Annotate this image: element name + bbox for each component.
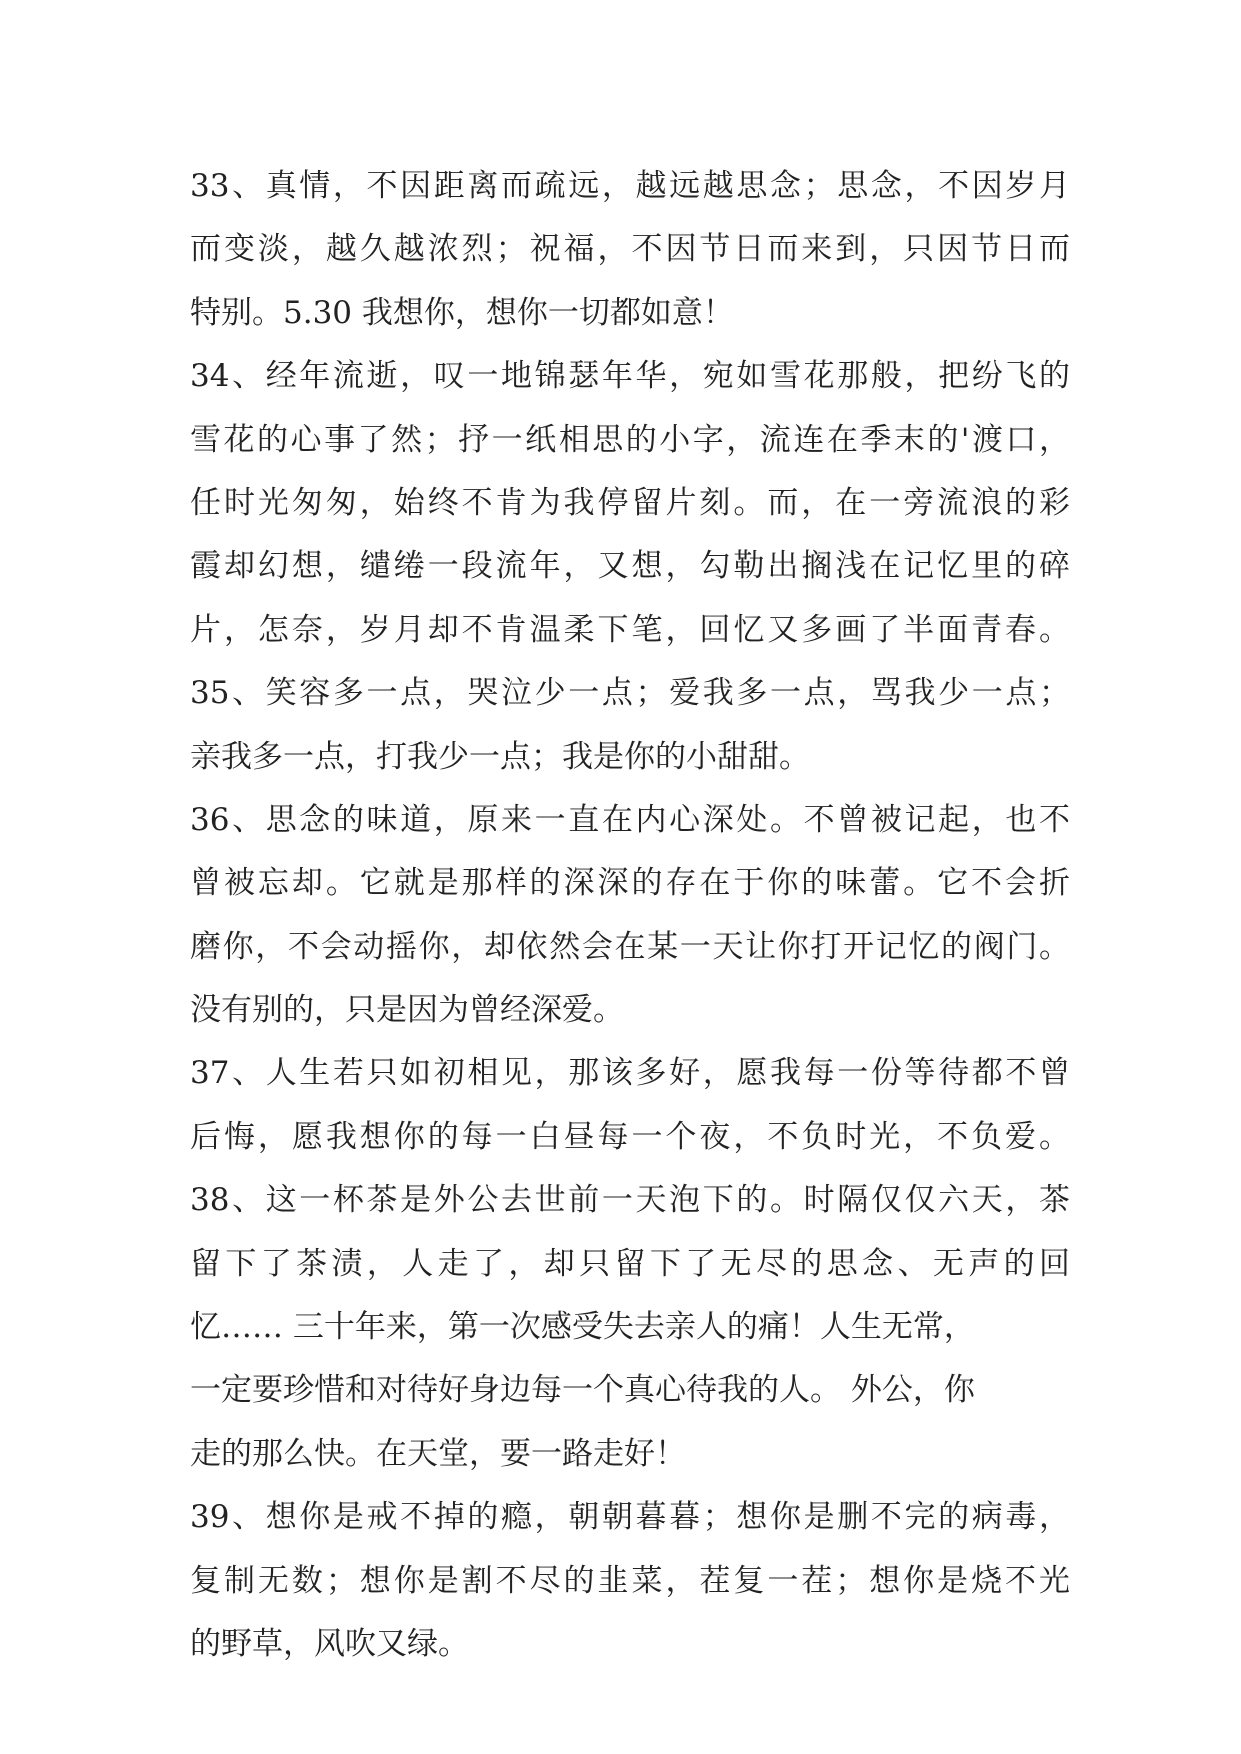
text-line: 留下了茶渍，人走了，却只留下了无尽的思念、无声的回 — [190, 1245, 1070, 1282]
text-line: 片，怎奈，岁月却不肯温柔下笔，回忆又多画了半面青春。 — [190, 611, 1070, 648]
text-line: 没有别的，只是因为曾经深爱。 — [190, 992, 624, 1029]
text-line: 37、人生若只如初相见，那该多好，愿我每一份等待都不曾 — [190, 1055, 1070, 1092]
text-line: 一定要珍惜和对待好身边每一个真心待我的人。 外公，你 — [190, 1372, 975, 1409]
text-line: 39、想你是戒不掉的瘾，朝朝暮暮；想你是删不完的病毒， — [190, 1499, 1070, 1536]
text-line: 而变淡，越久越浓烈；祝福，不因节日而来到，只因节日而 — [190, 231, 1070, 268]
text-line: 霞却幻想，缱绻一段流年，又想，勾勒出搁浅在记忆里的碎 — [190, 548, 1070, 585]
text-line: 36、思念的味道，原来一直在内心深处。不曾被记起，也不 — [190, 801, 1070, 838]
text-line: 后悔，愿我想你的每一白昼每一个夜，不负时光，不负爱。 — [190, 1118, 1070, 1155]
text-line: 磨你，不会动摇你，却依然会在某一天让你打开记忆的阀门。 — [190, 928, 1070, 965]
text-line: 33、真情，不因距离而疏远，越远越思念；思念，不因岁月 — [190, 168, 1070, 204]
text-line: 任时光匆匆，始终不肯为我停留片刻。而，在一旁流浪的彩 — [190, 484, 1070, 521]
text-line: 曾被忘却。它就是那样的深深的存在于你的味蕾。它不会折 — [190, 865, 1070, 902]
text-line: 雪花的心事了然；抒一纸相思的小字，流连在季末的'渡口， — [190, 421, 1070, 458]
document-body — [190, 155, 1070, 1676]
text-line: 复制无数；想你是割不尽的韭菜，茬复一茬；想你是烧不光 — [190, 1562, 1070, 1599]
text-line: 忆…… 三十年来，第一次感受失去亲人的痛！人生无常， — [190, 1309, 975, 1346]
text-line: 特别。5.30 我想你，想你一切都如意！ — [190, 294, 734, 331]
text-line: 的野草，风吹又绿。 — [190, 1625, 469, 1662]
text-line: 38、这一杯茶是外公去世前一天泡下的。时隔仅仅六天，茶 — [190, 1182, 1070, 1219]
text-line: 34、经年流逝，叹一地锦瑟年华，宛如雪花那般，把纷飞的 — [190, 358, 1070, 395]
text-line: 35、笑容多一点，哭泣少一点；爱我多一点，骂我少一点； — [190, 675, 1070, 712]
text-line: 亲我多一点，打我少一点；我是你的小甜甜。 — [190, 738, 810, 775]
text-line: 走的那么快。在天堂，要一路走好！ — [190, 1435, 686, 1472]
